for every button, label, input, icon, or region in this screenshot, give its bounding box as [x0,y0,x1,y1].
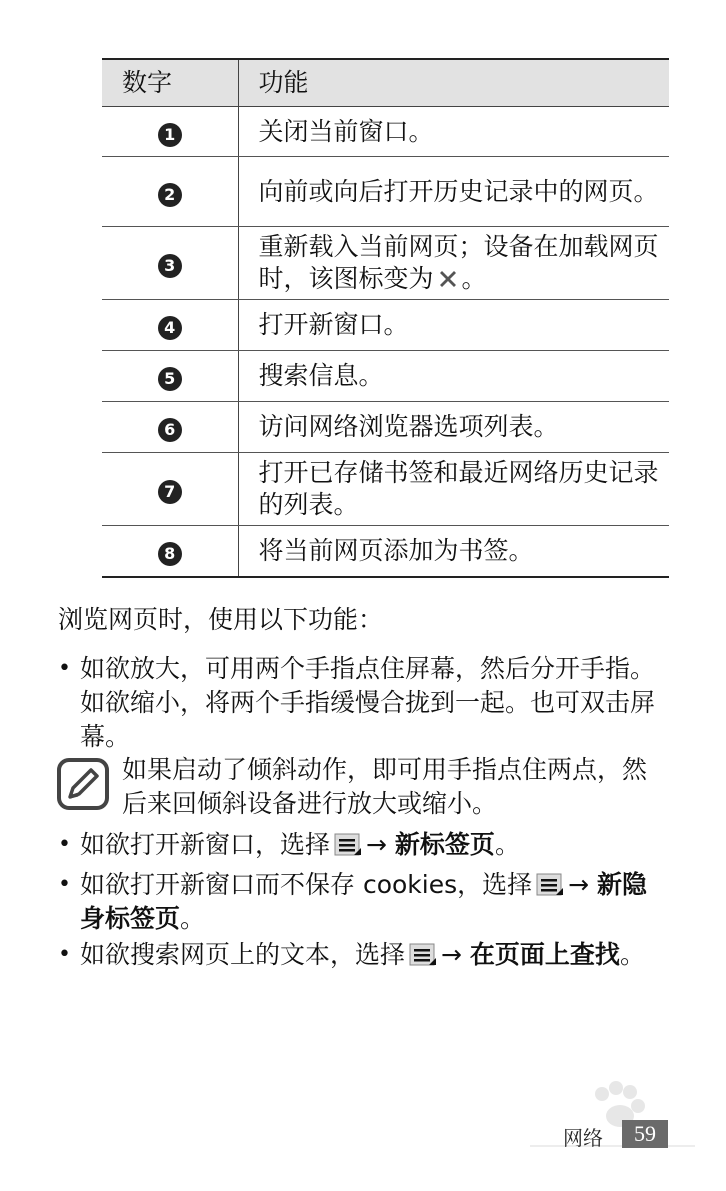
menu-key-icon [334,833,362,857]
number-badge: 6 [158,418,182,442]
table-row [102,351,669,402]
close-x-icon [436,267,460,291]
table-row [102,227,669,300]
table-row [102,107,669,157]
table-row [102,402,669,453]
row-text: 搜索信息。 [238,351,669,402]
menu-path-incognito: 新隐身标签页 [80,870,648,933]
bullet-text: 如欲放大，可用两个手指点住屏幕，然后分开手指。如欲缩小，将两个手指缓慢合拢到一起。也可双击屏幕。 [80,654,656,751]
menu-path-find: 在页面上查找 [469,940,620,969]
number-badge: 8 [158,542,182,566]
row-text: 访问网络浏览器选项列表。 [238,402,669,453]
table-row [102,453,669,526]
menu-key-icon [536,873,564,897]
bullet-incognito: • 如欲打开新窗口而不保存 cookies，选择 → 新隐身标签页。 [58,870,648,933]
intro-text: 浏览网页时，使用以下功能： [58,605,384,634]
number-badge: 2 [158,183,182,207]
function-table [102,58,669,578]
row-text: 打开新窗口。 [238,300,669,351]
header-number: 数字 [102,59,238,107]
baidu-jingyan-watermark [510,1076,710,1166]
bullet-new-tab: • 如欲打开新窗口，选择 → 新标签页。 [58,830,520,859]
number-badge: 3 [158,254,182,278]
menu-path-new-tab: 新标签页 [394,830,495,859]
menu-key-icon [409,943,437,967]
page-number: 59 [622,1120,668,1148]
row-text: 重新载入当前网页；设备在加载网页时，该图标变为 。 [238,227,669,300]
section-label: 网络 [563,1126,603,1150]
header-function: 功能 [238,59,669,107]
table-row [102,157,669,227]
row-text: 向前或向后打开历史记录中的网页。 [238,157,669,227]
row-text: 打开已存储书签和最近网络历史记录的列表。 [238,453,669,526]
table-header-row [102,59,669,107]
bullet-zoom [58,652,670,754]
bullet-dot: • [58,656,71,681]
note-box [56,753,670,821]
number-badge: 7 [158,480,182,504]
row-text: 关闭当前窗口。 [238,107,669,157]
number-badge: 4 [158,316,182,340]
note-pencil-icon [56,757,110,811]
note-text: 如果启动了倾斜动作，即可用手指点住两点，然后来回倾斜设备进行放大或缩小。 [122,755,648,818]
bullet-find: • 如欲搜索网页上的文本，选择 → 在页面上查找。 [58,940,645,969]
row-text: 将当前网页添加为书签。 [238,526,669,577]
table-row [102,526,669,577]
number-badge: 5 [158,367,182,391]
table-row [102,300,669,351]
number-badge: 1 [158,123,182,147]
